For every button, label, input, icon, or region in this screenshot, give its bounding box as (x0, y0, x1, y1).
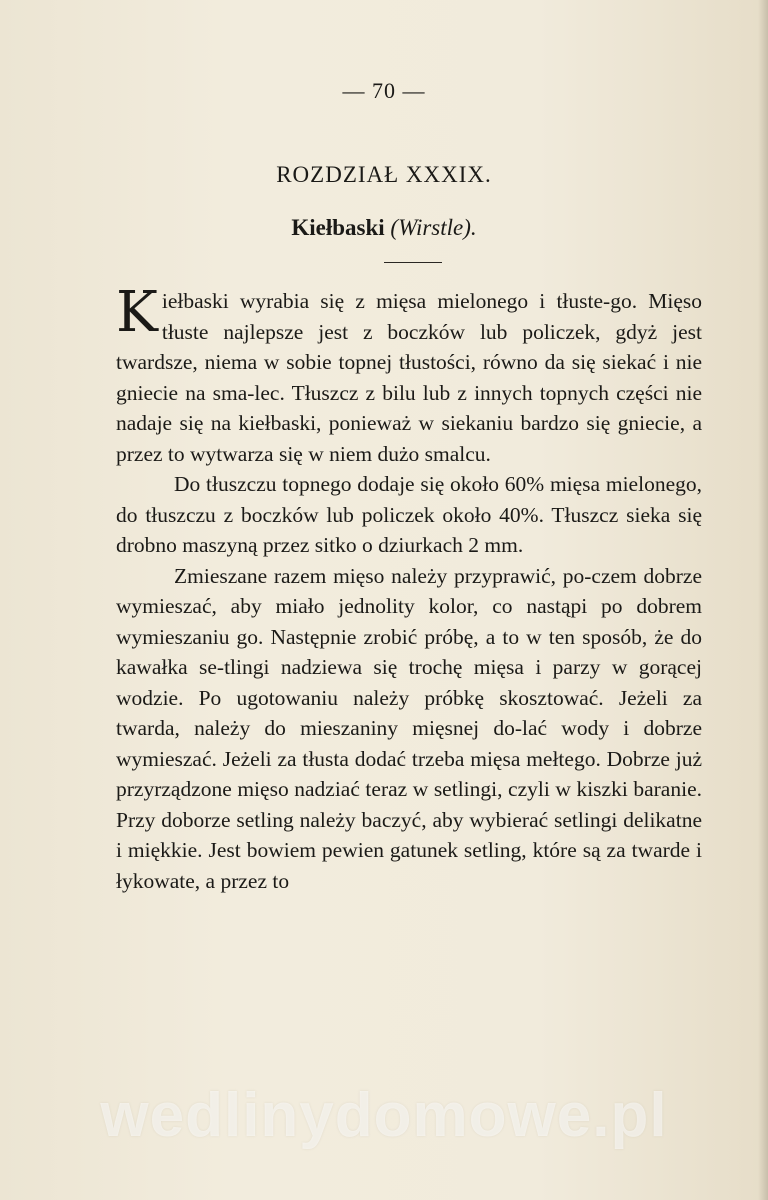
title-divider (384, 262, 442, 263)
section-title (0, 215, 768, 241)
body-text (116, 280, 702, 896)
paragraph-1 (116, 280, 702, 469)
page-number: — 70 — (342, 78, 426, 103)
paragraph-3: Zmieszane razem mięso należy przyprawić, po-czem dobrze wymieszać, aby miało jednolity kolor, co nastąpi po dobrem wymieszaniu go. Następnie zrobić próbę, a to w ten sposób, że do kawałka se-tlingi nadziewa się trochę mięsa i parzy w gorącej wodzie. Po ugotowaniu należy próbkę skosztować. Jeżeli za twarda, należy do mieszaniny mięsnej do-lać wody i dobrze wymieszać. Jeżeli za tłusta dodać trzeba mięsa mełtego. Dobrze już przyrządzone mięso nadziać teraz w setlingi, czyli w kiszki baranie. Przy doborze setling należy baczyć, aby wybierać setlingi delikatne i miękkie. Jest bowiem pewien gatunek setling, które są za twarde i łykowate, a przez to (116, 563, 702, 893)
section-title-main: Kiełbaski (291, 215, 385, 240)
paragraph-2: Do tłuszczu topnego dodaje się około 60% mięsa mielonego, do tłuszczu z boczków lub policzek około 40%. Tłuszcz sieka się drobno maszyną przez sitko o dziurkach 2 mm. (116, 472, 702, 557)
chapter-heading: ROZDZIAŁ XXXIX. (276, 162, 492, 187)
drop-cap: K (116, 280, 158, 345)
paragraph-1-text: iełbaski wyrabia się z mięsa mielonego i tłuste-go. Mięso tłuste najlepsze jest z boczków lub policzek, gdyż jest twardsze, niema w sobie topnej tłustości, równo da się siekać i nie gniecie na sma-lec. Tłuszcz z bilu lub z innych topnych części nie nadaje się na kiełbaski, ponieważ w siekaniu bardzo się gniecie, a przez to wytwarza się w niem dużo smalcu. (116, 289, 702, 466)
section-title-parenthetical: (Wirstle). (390, 215, 477, 240)
watermark: wedlinydomowe.pl (100, 1081, 668, 1150)
